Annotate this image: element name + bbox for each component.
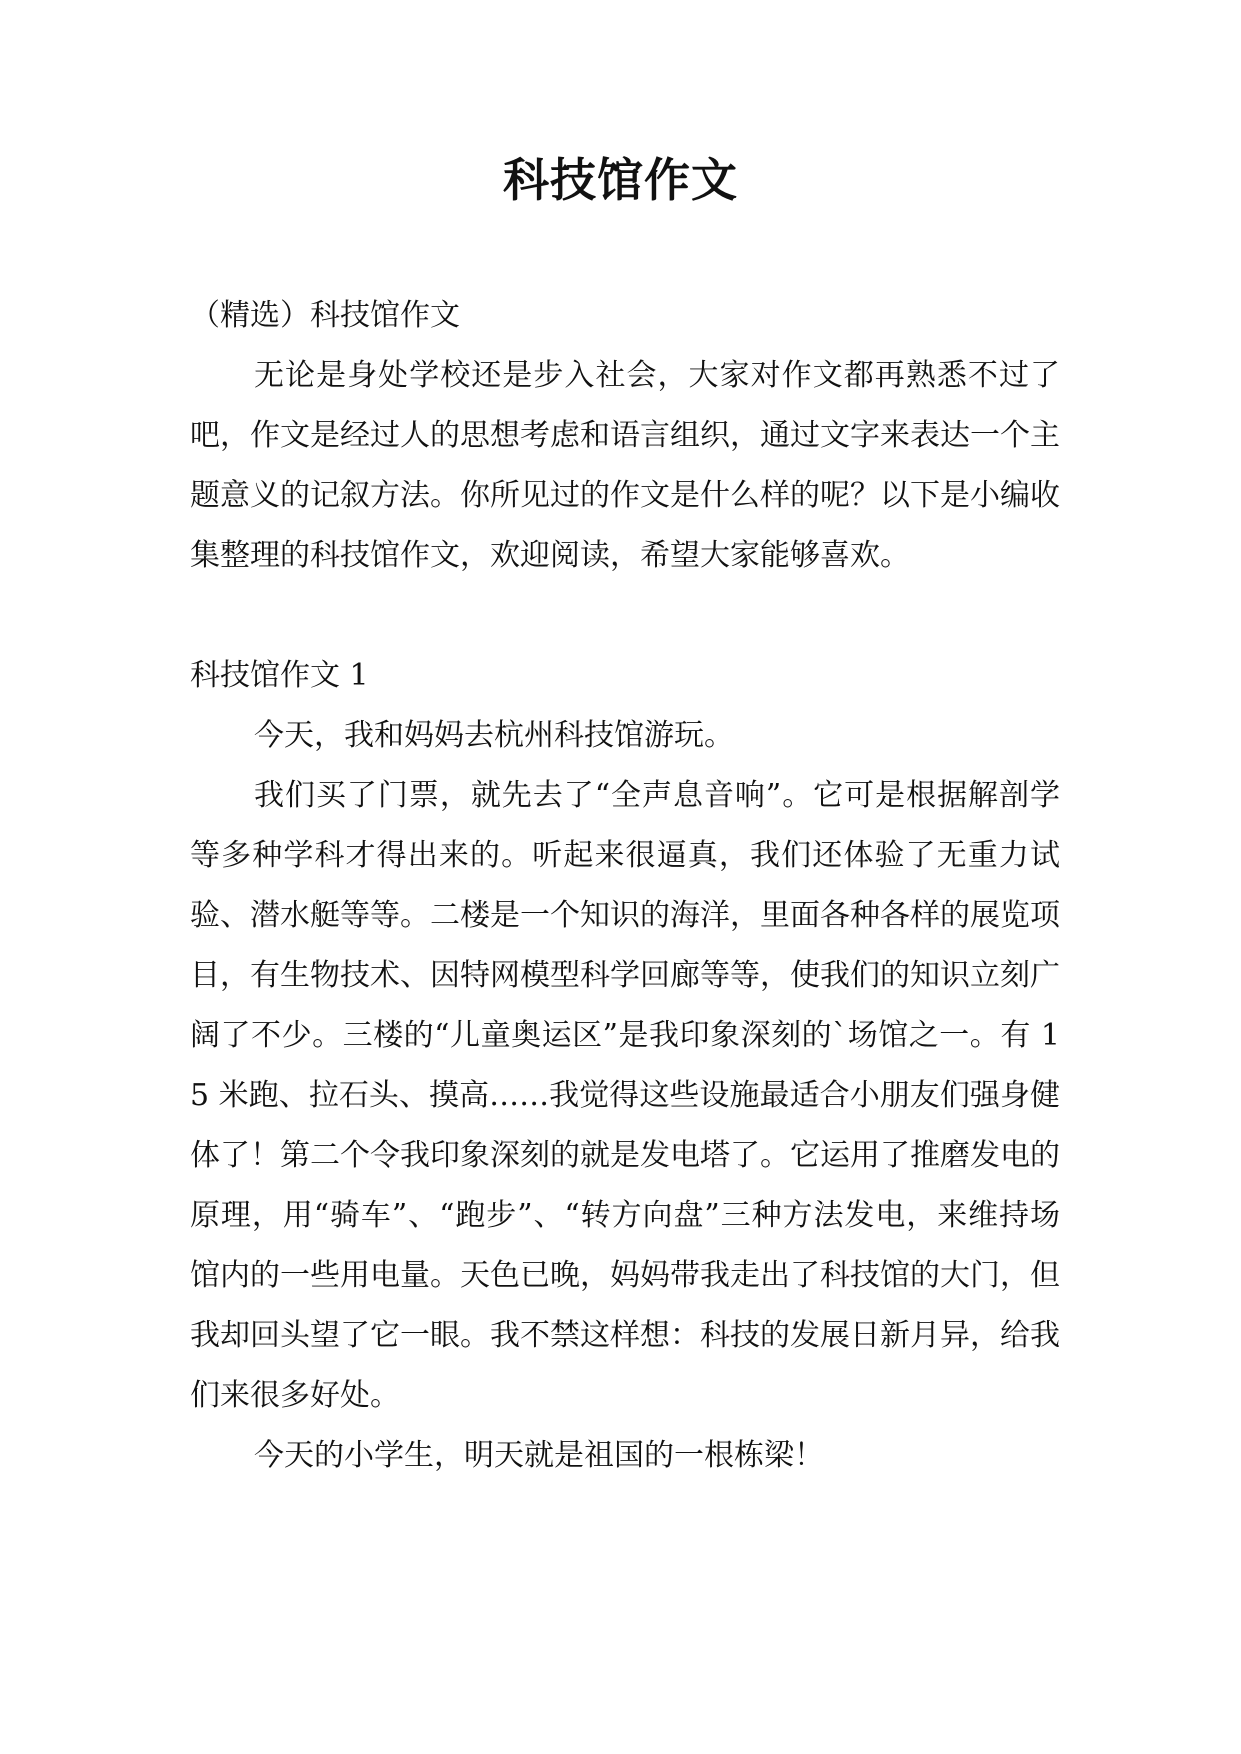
essay-heading: 科技馆作文 1 — [190, 658, 369, 693]
essay-paragraph-3: 今天的小学生，明天就是祖国的一根栋梁！ — [254, 1438, 824, 1473]
section-spacer — [190, 586, 1060, 646]
essay-paragraph-2: 我们买了门票，就先去了“全声息音响”。它可是根据解剖学等多种学科才得出来的。听起来很逼真，我们还体验了无重力试验、潜水艇等等。二楼是一个知识的海洋，里面各种各样的展览项目，有生物技术、因特网模型科学回廊等等，使我们的知识立刻广阔了不少。三楼的“儿童奥运区”是我印象深刻的`场馆之一。有 15 米跑、拉石头、摸高……我觉得这些设施最适合小朋友们强身健体了！第二个令我印象深刻的就是发电塔了。它运用了推磨发电的原理，用“骑车”、“跑步”、“转方向盘”三种方法发电，来维持场馆内的一些用电量。天色已晚，妈妈带我走出了科技馆的大门，但我却回头望了它一眼。我不禁这样想：科技的发展日新月异，给我们来很多好处。 — [190, 778, 1060, 1413]
essay-paragraph-1: 今天，我和妈妈去杭州科技馆游玩。 — [254, 718, 734, 753]
intro-heading: （精选）科技馆作文 — [190, 298, 460, 333]
document-title: 科技馆作文 — [503, 153, 738, 207]
intro-paragraph: 无论是身处学校还是步入社会，大家对作文都再熟悉不过了吧，作文是经过人的思想考虑和语言组织，通过文字来表达一个主题意义的记叙方法。你所见过的作文是什么样的呢？以下是小编收集整理的科技馆作文，欢迎阅读，希望大家能够喜欢。 — [190, 358, 1060, 573]
document-body — [190, 286, 1060, 1486]
